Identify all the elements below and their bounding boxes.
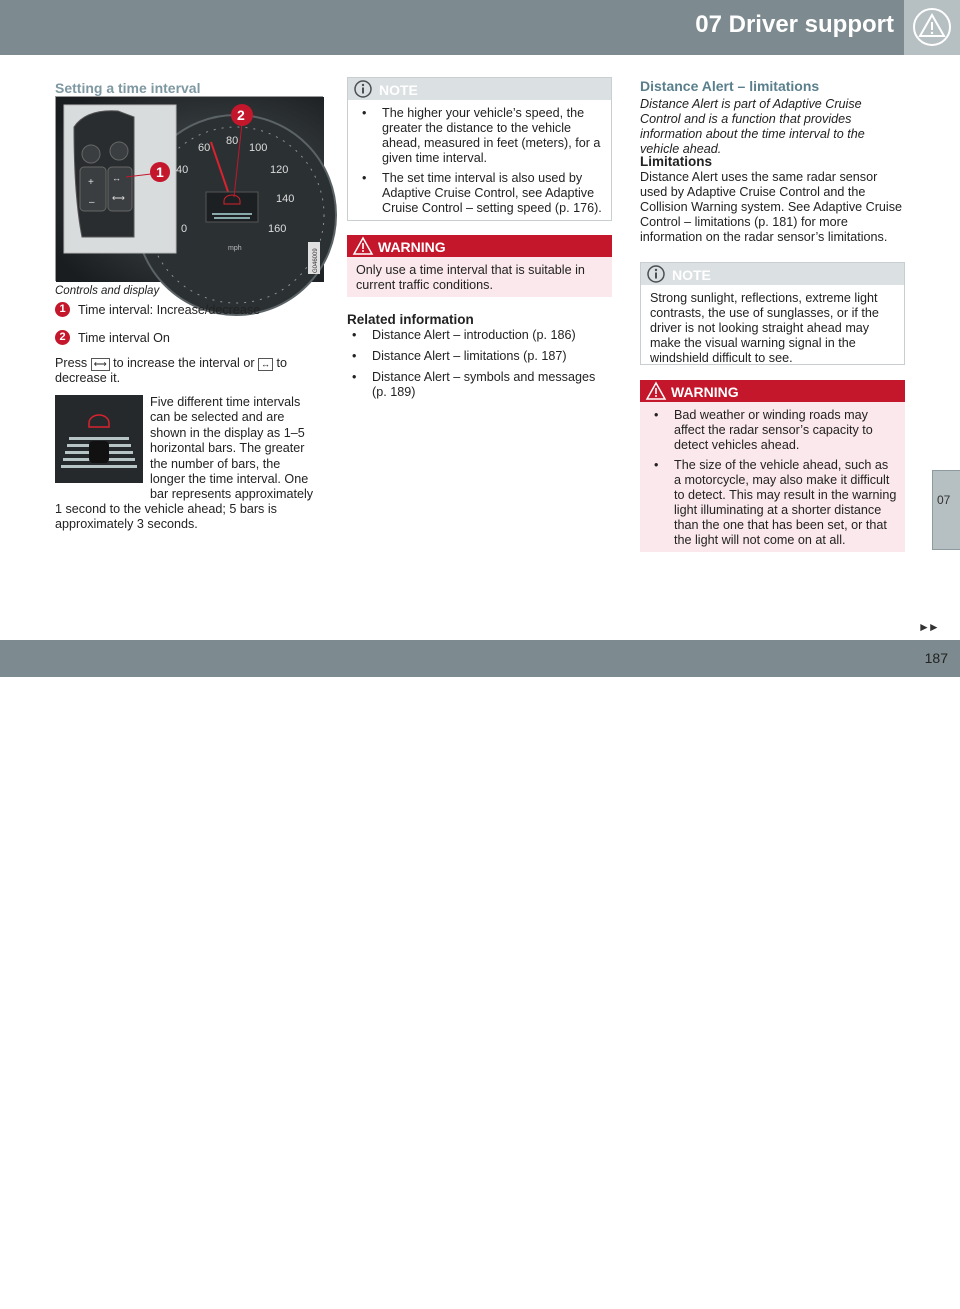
related-link[interactable]: • Distance Alert – symbols and messages (p. 189) xyxy=(347,370,612,400)
related-heading: Related information xyxy=(347,312,474,327)
related-link[interactable]: • Distance Alert – limitations (p. 187) xyxy=(347,349,612,364)
press-instruction: Press ⟷ to increase the interval or ↔ to decrease it. xyxy=(55,356,288,385)
section-heading-time-interval: Setting a time interval xyxy=(55,80,201,96)
warning-box-right xyxy=(640,380,905,552)
gauge-label-140: 140 xyxy=(276,193,295,205)
limitations-paragraph: Distance Alert uses the same radar sensor used by Adaptive Cruise Control and the Collision Warning system. See Adaptive Cruise Control – limitations (p. 181) for more information on the radar sensor’s limitations. xyxy=(640,170,903,244)
note-box-right xyxy=(640,262,905,365)
gauge-label-0: 0 xyxy=(181,223,188,235)
intervals-paragraph-bottom: 1 second to the vehicle ahead; 5 bars is approximately 3 seconds. xyxy=(55,502,277,532)
limitations-heading: Limitations xyxy=(640,154,713,169)
info-icon xyxy=(354,80,372,98)
callout-number: 1 xyxy=(55,302,70,317)
gauge-label-160: 160 xyxy=(268,223,287,235)
figure-callout-2: 2 xyxy=(237,107,245,123)
warning-header xyxy=(640,380,905,402)
related-link[interactable]: • Distance Alert – introduction (p. 186) xyxy=(347,328,612,343)
page-footer xyxy=(0,640,960,1308)
warning-label: WARNING xyxy=(671,384,739,400)
header-icon-box xyxy=(904,0,960,55)
note-bullet: • The set time interval is also used by Adaptive Cruise Control, see Adaptive Cruise Control – setting speed (p. 176). xyxy=(357,171,603,216)
callout-2 xyxy=(55,330,170,345)
gauge-label-mph: mph xyxy=(228,245,242,252)
svg-text:–: – xyxy=(89,197,95,208)
chapter-tab[interactable] xyxy=(932,470,960,550)
warning-triangle-icon xyxy=(912,6,952,48)
intervals-paragraph-top: Five different time intervals can be selected and are shown in the display as 1–5 horizontal bars. The greater the number of bars, the longer the time interval. One bar represents approximately xyxy=(150,395,314,502)
gauge-label-40: 40 xyxy=(176,164,189,176)
double-chevron-right-icon[interactable]: ►► xyxy=(918,620,938,634)
warning-header xyxy=(347,235,612,257)
time-interval-display-image xyxy=(55,395,143,483)
figure-callout-1: 1 xyxy=(156,164,164,180)
callout-number: 2 xyxy=(55,330,70,345)
figure-code: G046009 xyxy=(313,248,319,273)
interval-increase-icon: ⟷ xyxy=(91,358,110,371)
interval-decrease-icon: ↔ xyxy=(258,358,273,371)
callout-text: Time interval: Increase/decrease xyxy=(78,302,261,317)
note-body: Strong sunlight, reflections, extreme light contrasts, the use of sunglasses, or if the driver is not looking straight ahead may make the visual warning signal in the windshield difficult to see. xyxy=(650,291,879,365)
page-header xyxy=(0,0,960,55)
note-label: NOTE xyxy=(672,267,711,283)
info-icon xyxy=(647,265,665,283)
svg-text:↔: ↔ xyxy=(112,173,121,183)
warning-icon xyxy=(353,237,373,255)
note-bullet: • The higher your vehicle’s speed, the greater the distance to the vehicle ahead, measured in feet (meters), for a given time interval. xyxy=(357,106,603,166)
figure-caption: Controls and display xyxy=(55,285,160,297)
warning-body xyxy=(640,402,905,552)
note-body xyxy=(348,100,611,229)
svg-text:⟷: ⟷ xyxy=(112,193,125,203)
warning-icon xyxy=(646,382,666,400)
page-number: 187 xyxy=(924,650,948,666)
watermark: carmanualsonline.info xyxy=(505,1286,721,1308)
chapter-title: 07 Driver support xyxy=(695,11,894,38)
note-header xyxy=(641,263,904,285)
note-label: NOTE xyxy=(379,82,418,98)
controls-and-display-figure xyxy=(55,96,323,281)
callout-1 xyxy=(55,302,260,317)
gauge-label-60: 60 xyxy=(198,142,211,154)
intro-paragraph: Distance Alert is part of Adaptive Cruise Control and is a function that provides information about the time interval to the vehicle ahead. xyxy=(640,97,865,156)
gauge-label-80: 80 xyxy=(226,135,239,147)
warning-body: Only use a time interval that is suitable in current traffic conditions. xyxy=(347,257,612,297)
svg-text:+: + xyxy=(88,177,94,188)
warning-bullet: • Bad weather or winding roads may affect the radar sensor’s capacity to detect vehicles ahead. xyxy=(649,408,897,453)
section-heading-limitations: Distance Alert – limitations xyxy=(640,78,820,94)
gauge-label-100: 100 xyxy=(249,142,268,154)
controls-illustration xyxy=(56,97,324,282)
note-box-middle xyxy=(347,77,612,221)
gauge-label-120: 120 xyxy=(270,164,289,176)
warning-box-middle xyxy=(347,235,612,297)
chapter-tab-label: 07 xyxy=(937,493,951,507)
warning-bullet: • The size of the vehicle ahead, such as a motorcycle, may also make it difficult to detect. This may result in the warning light illuminating at a shorter distance than the one that has been set, or that the light will not come on at all. xyxy=(649,458,897,548)
note-header xyxy=(348,78,611,100)
callout-text: Time interval On xyxy=(78,330,170,345)
related-list xyxy=(347,328,612,405)
warning-label: WARNING xyxy=(378,239,446,255)
